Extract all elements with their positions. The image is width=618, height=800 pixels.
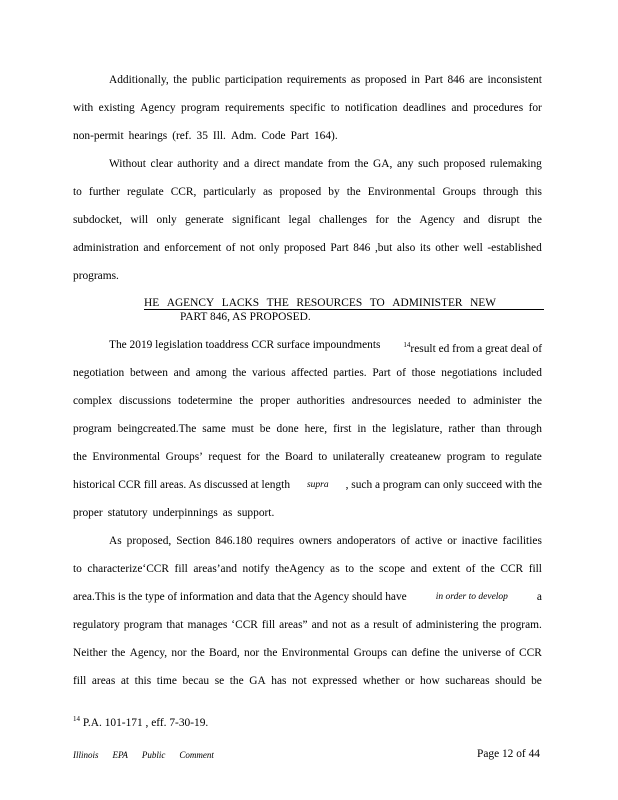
word: be xyxy=(259,423,271,435)
word: the xyxy=(528,214,542,226)
word: authority xyxy=(177,158,219,170)
word: for xyxy=(375,214,389,226)
text-run: area.This is the type of information and data that the Agency should have xyxy=(73,591,407,603)
word: regulate xyxy=(126,186,164,198)
word: support. xyxy=(237,507,275,519)
word: will xyxy=(130,214,149,226)
text-line xyxy=(109,73,542,87)
word: proposed xyxy=(283,242,326,254)
text-line xyxy=(73,394,542,408)
word: non-permit xyxy=(73,130,124,142)
text-run: The 2019 legislation toaddress CCR surface impoundments xyxy=(109,339,381,351)
word: nor xyxy=(171,647,187,659)
word: notification xyxy=(344,102,398,114)
word: ADMINISTER xyxy=(392,297,463,309)
footer-word: Illinois xyxy=(73,750,99,760)
word: the xyxy=(444,647,459,659)
word: deadlines xyxy=(402,102,446,114)
footnote-number: 14 xyxy=(73,715,80,723)
footnote-text: P.A. 101-171 , eff. 7-30-19. xyxy=(82,717,209,729)
word: statutory xyxy=(107,507,148,519)
word: Code xyxy=(261,130,286,142)
word: facilities xyxy=(502,535,542,547)
word: those xyxy=(411,367,436,379)
word: done xyxy=(276,423,299,435)
word: NEW xyxy=(470,297,496,309)
footnote xyxy=(73,712,208,730)
word: Environmental xyxy=(367,186,436,198)
word: must xyxy=(231,423,254,435)
word: 846 xyxy=(447,74,465,86)
word: this xyxy=(134,675,152,687)
word: public xyxy=(191,74,221,86)
word: through xyxy=(483,186,519,198)
word: areas’and xyxy=(193,563,237,575)
text-line xyxy=(109,534,542,548)
word: and xyxy=(223,158,240,170)
word: 164). xyxy=(313,130,338,142)
heading-underline xyxy=(144,309,544,310)
word: proposed xyxy=(364,74,407,86)
text-line xyxy=(109,338,542,356)
footer-word: Comment xyxy=(179,750,214,760)
word: its xyxy=(419,242,431,254)
text-line xyxy=(73,422,542,436)
word: programs. xyxy=(73,270,119,282)
word: Without xyxy=(109,158,146,170)
word: of xyxy=(505,647,515,659)
word: proper xyxy=(260,395,290,407)
text-line xyxy=(109,157,542,171)
footnote-ref: 14 xyxy=(403,341,411,349)
word: only xyxy=(259,242,280,254)
word: Agency, xyxy=(129,647,168,659)
word: Groups’ xyxy=(165,451,203,463)
italic-term: supra xyxy=(306,480,329,490)
word: program xyxy=(73,423,112,435)
word: significant xyxy=(232,214,281,226)
word: or xyxy=(447,535,457,547)
word: complex xyxy=(73,395,113,407)
word: program. xyxy=(500,619,542,631)
word: extent xyxy=(432,563,461,575)
word: todetermine xyxy=(177,395,233,407)
word: LACKS xyxy=(221,297,260,309)
word: Part xyxy=(290,130,309,142)
word: and xyxy=(463,214,480,226)
word: RESOURCES xyxy=(296,297,363,309)
word: parties. xyxy=(333,367,367,379)
word: manages xyxy=(187,619,228,631)
word: the xyxy=(111,647,126,659)
word: than xyxy=(480,423,501,435)
word: GA xyxy=(249,675,266,687)
word: of xyxy=(465,563,476,575)
word: challenges xyxy=(319,214,368,226)
word: areas” xyxy=(279,619,308,631)
word: should xyxy=(495,675,526,687)
word: needed xyxy=(418,395,451,407)
word: here, xyxy=(304,423,328,435)
word: 846.180 xyxy=(215,535,253,547)
word: underpinnings xyxy=(152,507,218,519)
word: GA, xyxy=(373,158,393,170)
section-heading xyxy=(144,296,544,324)
word: THE xyxy=(266,297,289,309)
word: TO xyxy=(369,297,385,309)
word: such xyxy=(418,158,439,170)
word: scope xyxy=(379,563,405,575)
word: CCR xyxy=(519,647,542,659)
word: andoperators xyxy=(336,535,396,547)
word: se xyxy=(214,675,225,687)
word: particularly xyxy=(203,186,256,198)
word: Agency xyxy=(419,214,455,226)
word: regulate xyxy=(505,451,542,463)
word: not xyxy=(240,242,255,254)
word: any xyxy=(396,158,414,170)
word: a xyxy=(244,158,250,170)
word: at xyxy=(120,675,130,687)
text-run-tail: result ed from a great deal of xyxy=(410,343,542,355)
text-line xyxy=(73,674,542,688)
word: CCR xyxy=(500,563,524,575)
word: whether xyxy=(362,675,400,687)
word: other xyxy=(435,242,459,254)
word: Environmental xyxy=(281,647,350,659)
word: legislature, xyxy=(392,423,443,435)
page-number: Page 12 of 44 xyxy=(477,748,540,760)
word: Groups xyxy=(442,186,476,198)
word: mandate xyxy=(284,158,324,170)
word: suchareas xyxy=(445,675,490,687)
word: a xyxy=(364,619,370,631)
word: discussions xyxy=(119,395,172,407)
word: fill xyxy=(73,675,87,687)
word: program xyxy=(123,619,163,631)
word: has xyxy=(271,675,287,687)
word: time xyxy=(156,675,177,687)
word: existing xyxy=(98,102,135,114)
text-line xyxy=(73,506,542,520)
word: authorities xyxy=(296,395,345,407)
word: to xyxy=(330,102,340,114)
word: regulatory xyxy=(73,619,120,631)
word: Additionally, xyxy=(109,74,169,86)
word: characterize‘CCR xyxy=(87,563,169,575)
word: ‘CCR xyxy=(231,619,258,631)
word: ,but xyxy=(374,242,393,254)
word: affected xyxy=(291,367,328,379)
word: the xyxy=(232,367,247,379)
word: among xyxy=(195,367,227,379)
section-heading-line-1 xyxy=(144,296,496,310)
word: Board xyxy=(285,451,313,463)
word: fill xyxy=(528,563,542,575)
word: Board, xyxy=(209,647,240,659)
word: generate xyxy=(185,214,224,226)
word: as xyxy=(350,619,361,631)
word: the xyxy=(229,675,244,687)
word: administration xyxy=(73,242,139,254)
word: Ill. xyxy=(212,130,226,142)
word: clear xyxy=(150,158,173,170)
word: also xyxy=(396,242,416,254)
word: universe xyxy=(462,647,502,659)
word: of xyxy=(396,367,406,379)
word: requires xyxy=(257,535,294,547)
word: procedures xyxy=(473,102,524,114)
word: the xyxy=(480,563,495,575)
word: Neither xyxy=(73,647,108,659)
word: as xyxy=(222,507,233,519)
text-run: a xyxy=(536,591,542,603)
word: the xyxy=(359,563,374,575)
word: first xyxy=(333,423,352,435)
word: to xyxy=(318,451,328,463)
word: 35 xyxy=(196,130,208,142)
word: in xyxy=(411,74,421,86)
word: Part xyxy=(330,242,349,254)
word: expressed xyxy=(312,675,358,687)
word: the xyxy=(354,158,369,170)
text-line xyxy=(73,366,542,380)
word: Part xyxy=(424,74,443,86)
word: program xyxy=(181,102,220,114)
text-line xyxy=(73,101,542,115)
word: the xyxy=(346,186,361,198)
word: with xyxy=(73,102,94,114)
text-run: , such a program can only succeed with the xyxy=(345,479,542,491)
word: proposed xyxy=(279,186,322,198)
word: the xyxy=(173,74,188,86)
word: specific xyxy=(289,102,326,114)
word: rulemaking xyxy=(490,158,542,170)
word: administer xyxy=(473,395,522,407)
text-run: historical CCR fill areas. As discussed at length xyxy=(73,479,291,491)
word: or xyxy=(404,675,415,687)
word: theAgency xyxy=(275,563,325,575)
word: notify xyxy=(242,563,270,575)
word: between xyxy=(129,367,168,379)
word: this xyxy=(525,186,542,198)
word: direct xyxy=(253,158,280,170)
word: Adm. xyxy=(230,130,257,142)
word: andresources xyxy=(351,395,412,407)
word: to xyxy=(73,563,82,575)
word: participation xyxy=(224,74,283,86)
word: -established xyxy=(487,242,542,254)
word: same xyxy=(202,423,226,435)
word: rather xyxy=(448,423,475,435)
word: various xyxy=(252,367,286,379)
word: from xyxy=(327,158,350,170)
word: fill xyxy=(261,619,276,631)
word: enforcement xyxy=(164,242,222,254)
text-line xyxy=(73,129,542,143)
word: included xyxy=(502,367,542,379)
word: for xyxy=(528,102,542,114)
word: be xyxy=(531,675,542,687)
text-line xyxy=(73,185,542,199)
word: as xyxy=(262,186,273,198)
word: the xyxy=(482,619,497,631)
word: 846 xyxy=(353,242,371,254)
word: the xyxy=(397,214,412,226)
word: not xyxy=(292,675,307,687)
word: the xyxy=(265,451,280,463)
footer-word: EPA xyxy=(112,750,128,760)
word: createanew xyxy=(390,451,442,463)
word: (ref. xyxy=(172,130,192,142)
italic-phrase: in order to develop xyxy=(435,592,508,602)
word: to xyxy=(345,563,355,575)
word: as xyxy=(350,74,361,86)
word: becau xyxy=(182,675,210,687)
word: requirements xyxy=(286,74,347,86)
word: disrupt xyxy=(488,214,520,226)
word: owners xyxy=(298,535,332,547)
word: to xyxy=(490,451,500,463)
word: and xyxy=(410,563,427,575)
word: and xyxy=(311,619,329,631)
word: and xyxy=(451,102,468,114)
word: Groups xyxy=(353,647,388,659)
word: as xyxy=(330,563,340,575)
word: negotiations xyxy=(441,367,497,379)
word: requirements xyxy=(225,102,285,114)
word: subdocket, xyxy=(73,214,123,226)
word: of xyxy=(400,535,411,547)
word: As xyxy=(109,535,122,547)
word: by xyxy=(328,186,340,198)
word: Agency xyxy=(140,102,176,114)
word: proposed xyxy=(443,158,486,170)
word: CCR, xyxy=(170,186,197,198)
word: AGENCY xyxy=(166,297,215,309)
word: for xyxy=(246,451,261,463)
word: HE xyxy=(144,297,160,309)
word: that xyxy=(166,619,184,631)
word: and xyxy=(173,367,191,379)
word: Environmental xyxy=(92,451,161,463)
word: active xyxy=(415,535,443,547)
text-line xyxy=(73,241,542,255)
word: request xyxy=(208,451,242,463)
word: can xyxy=(391,647,408,659)
word: the xyxy=(263,647,278,659)
text-line xyxy=(73,269,542,283)
footer-left xyxy=(73,750,214,760)
word: program xyxy=(446,451,486,463)
word: result xyxy=(373,619,399,631)
word: negotiation xyxy=(73,367,125,379)
text-line xyxy=(73,213,542,227)
word: inactive xyxy=(461,535,498,547)
word: inconsistent xyxy=(487,74,542,86)
word: hearings xyxy=(128,130,168,142)
word: the xyxy=(372,423,387,435)
text-line xyxy=(73,562,542,576)
word: administering xyxy=(415,619,479,631)
word: to xyxy=(457,395,467,407)
word: legal xyxy=(288,214,311,226)
word: the xyxy=(190,647,205,659)
text-line xyxy=(73,450,542,464)
word: and xyxy=(143,242,160,254)
footer-word: Public xyxy=(141,750,166,760)
word: through xyxy=(506,423,542,435)
word: only xyxy=(156,214,177,226)
word: in xyxy=(357,423,367,435)
word: not xyxy=(332,619,347,631)
word: proposed, xyxy=(126,535,172,547)
text-line xyxy=(73,478,542,492)
word: how xyxy=(420,675,440,687)
word: the xyxy=(528,395,542,407)
text-line xyxy=(73,646,542,660)
word: of xyxy=(225,242,236,254)
word: nor xyxy=(244,647,260,659)
word: well xyxy=(463,242,483,254)
word: beingcreated.The xyxy=(117,423,197,435)
word: are xyxy=(469,74,483,86)
text-line xyxy=(73,590,542,604)
word: areas xyxy=(91,675,116,687)
word: further xyxy=(88,186,120,198)
word: fill xyxy=(174,563,188,575)
word: of xyxy=(402,619,412,631)
text-line xyxy=(73,618,542,632)
word: the xyxy=(239,395,254,407)
word: define xyxy=(411,647,440,659)
word: Section xyxy=(176,535,211,547)
word: unilaterally xyxy=(332,451,385,463)
word: proper xyxy=(73,507,103,519)
word: to xyxy=(73,186,82,198)
section-heading-line-2: PART 846, AS PROPOSED. xyxy=(180,311,311,323)
word: the xyxy=(73,451,87,463)
text-run xyxy=(403,338,542,356)
word: Part xyxy=(372,367,391,379)
